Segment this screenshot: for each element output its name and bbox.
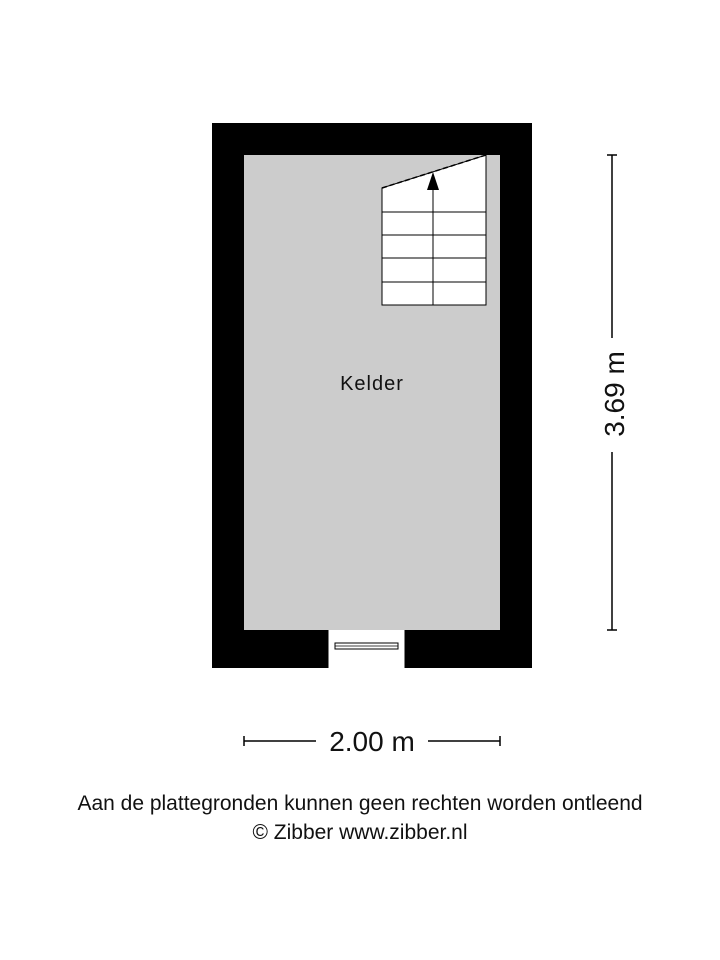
dimension-width bbox=[244, 726, 500, 757]
room-label: Kelder bbox=[340, 373, 404, 395]
dimension-height-label: 3.69 m bbox=[599, 351, 630, 437]
dimension-width-label: 2.00 m bbox=[329, 726, 415, 757]
copyright-text: © Zibber www.zibber.nl bbox=[252, 821, 468, 844]
disclaimer-text: Aan de plattegronden kunnen geen rechten worden ontleend bbox=[77, 792, 643, 815]
bottom-opening bbox=[328, 630, 405, 668]
dimension-height bbox=[599, 155, 630, 630]
